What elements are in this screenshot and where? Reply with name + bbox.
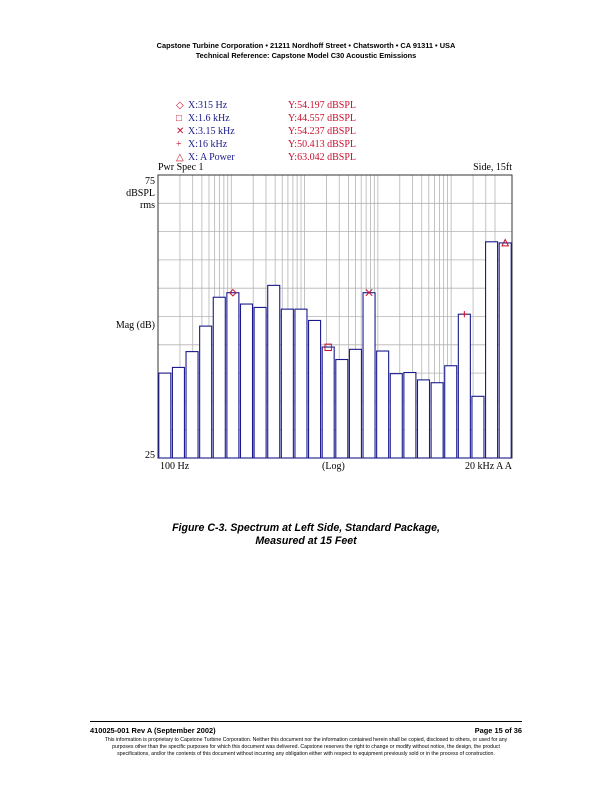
document-number: 410025-001 Rev A (September 2002) bbox=[90, 726, 216, 735]
page-number: Page 15 of 36 bbox=[474, 726, 522, 735]
figure-caption-line-1: Figure C-3. Spectrum at Left Side, Standard Package, bbox=[172, 522, 440, 534]
spectrum-bar bbox=[254, 307, 266, 458]
spectrum-bar bbox=[172, 367, 184, 458]
spectrum-bar bbox=[377, 351, 389, 458]
legend-x-value: X: A Power bbox=[188, 152, 235, 164]
square-marker-icon: □ bbox=[176, 113, 183, 125]
spectrum-bar bbox=[309, 320, 321, 458]
diamond-marker-icon: ◇ bbox=[176, 100, 184, 111]
chart-top-right-label: Side, 15ft bbox=[473, 162, 512, 173]
y-max-label: 75 bbox=[145, 176, 155, 187]
spectrum-bar bbox=[240, 304, 252, 458]
legend-y-value: Y:50.413 dBSPL bbox=[288, 139, 356, 151]
x-marker-icon: ✕ bbox=[176, 126, 185, 138]
notice-line-1: This information is proprietary to Capstone Turbine Corporation. Neither this document nor the information contained herein shall be copied, disclosed to others, or used for any bbox=[104, 737, 508, 743]
spectrum-bar bbox=[417, 380, 429, 458]
proprietary-notice bbox=[92, 737, 520, 757]
y-unit-label: dBSPL bbox=[126, 188, 155, 199]
header-line-1: Capstone Turbine Corporation • 21211 Nordhoff Street • Chatsworth • CA 91311 • USA bbox=[156, 41, 456, 50]
legend-x-value: X:1.6 kHz bbox=[188, 113, 230, 125]
legend-y-value: Y:44.557 dBSPL bbox=[288, 113, 356, 125]
chart-top-left-label: Pwr Spec 1 bbox=[158, 162, 204, 173]
spectrum-bar bbox=[336, 360, 348, 458]
spectrum-bar bbox=[213, 297, 225, 458]
footer-rule bbox=[90, 721, 522, 722]
header-line-2: Technical Reference: Capstone Model C30 Acoustic Emissions bbox=[195, 51, 417, 60]
spectrum-bar bbox=[200, 326, 212, 458]
spectrum-bar bbox=[390, 374, 402, 458]
legend-y-value: Y:54.237 dBSPL bbox=[288, 126, 356, 138]
spectrum-bar bbox=[404, 373, 416, 458]
notice-line-2: purposes other than the specific purposes for which this document was delivered. Capstone reserves the right to change or modify without notice, the design, the product bbox=[112, 743, 500, 750]
legend-x-value: X:315 Hz bbox=[188, 100, 228, 111]
x-scale-label: (Log) bbox=[322, 461, 345, 472]
spectrum-bar bbox=[499, 243, 511, 458]
plus-marker-icon: + bbox=[176, 139, 182, 151]
spectrum-bar bbox=[322, 347, 334, 458]
spectrum-bar bbox=[281, 309, 293, 458]
y-axis-label: Mag (dB) bbox=[115, 320, 155, 331]
spectrum-bar bbox=[472, 396, 484, 458]
spectrum-bar bbox=[363, 293, 375, 458]
legend-x-value: X:16 kHz bbox=[188, 139, 228, 151]
triangle-marker-icon: △ bbox=[176, 152, 184, 164]
y-unit-rms-label: rms bbox=[140, 200, 155, 211]
spectrum-bar bbox=[445, 366, 457, 458]
spectrum-bar bbox=[159, 373, 171, 458]
spectrum-bar bbox=[486, 242, 498, 458]
figure-caption-line-2: Measured at 15 Feet bbox=[255, 535, 357, 547]
spectrum-bar bbox=[431, 383, 443, 458]
x-end-label: 20 kHz A A bbox=[465, 461, 512, 472]
legend-x-value: X:3.15 kHz bbox=[188, 126, 235, 138]
x-start-label: 100 Hz bbox=[160, 461, 190, 472]
y-min-label: 25 bbox=[145, 450, 155, 461]
notice-line-3: specifications, and/or the contents of this document without incurring any obligation either with respect to equipment previously sold or in the process of construction. bbox=[117, 750, 495, 757]
legend-y-value: Y:63.042 dBSPL bbox=[288, 152, 356, 164]
spectrum-bar bbox=[349, 349, 361, 458]
spectrum-bar bbox=[227, 293, 239, 458]
spectrum-bar bbox=[295, 309, 307, 458]
spectrum-bar bbox=[186, 352, 198, 458]
spectrum-bar bbox=[268, 285, 280, 458]
spectrum-bar bbox=[458, 314, 470, 458]
legend-y-value: Y:54.197 dBSPL bbox=[288, 100, 356, 111]
